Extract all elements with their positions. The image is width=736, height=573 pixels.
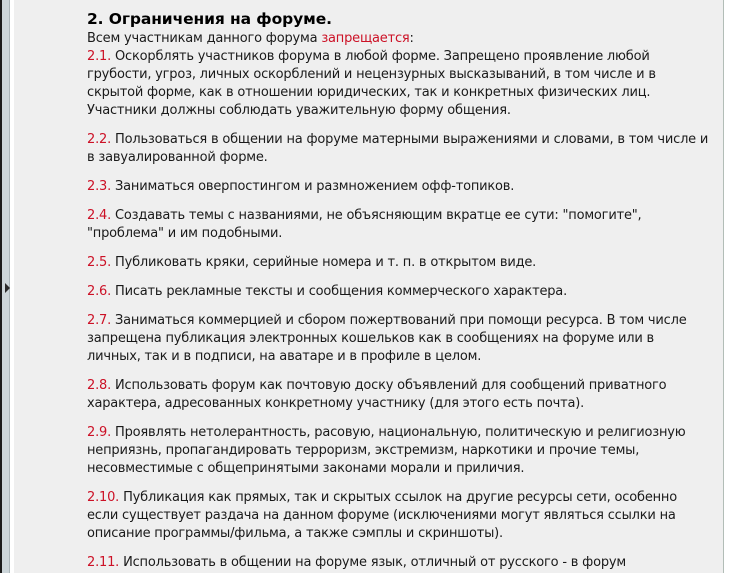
rule-number: 2.4. bbox=[87, 208, 112, 223]
rule-item bbox=[87, 489, 709, 543]
document-body bbox=[14, 0, 725, 572]
rule-number: 2.11. bbox=[87, 555, 120, 570]
rule-item bbox=[87, 48, 709, 120]
rule-number: 2.7. bbox=[87, 313, 112, 328]
rule-number: 2.2. bbox=[87, 132, 112, 147]
intro-colon: : bbox=[409, 31, 414, 46]
rule-text: Пользоваться в общении на форуме матерными выражениями и словами, в том числе и в завуалированной форме. bbox=[87, 132, 709, 165]
rule-number: 2.9. bbox=[87, 425, 112, 440]
rule-text: Заниматься оверпостингом и размножением офф-топиков. bbox=[115, 179, 515, 194]
rule-item bbox=[87, 424, 709, 478]
rule-item bbox=[87, 178, 709, 196]
rule-text: Проявлять нетолерантность, расовую, национальную, политическую и религиозную неприязнь, пропагандировать терроризм, экстремизм, наркотики и прочие темы, несовместимые с общепринятыми законами морали и приличия. bbox=[87, 425, 686, 476]
rule-number: 2.3. bbox=[87, 179, 112, 194]
rule-text: Создавать темы с названиями, не объясняющим вкратце ее сути: "помогите", "проблема" и им подобными. bbox=[87, 208, 642, 241]
intro-line bbox=[87, 30, 709, 48]
rule-text: Использовать в общении на форуме язык, отличный от русского - в форум bbox=[123, 555, 627, 570]
rule-item bbox=[87, 377, 709, 413]
rule-text: Использовать форум как почтовую доску объявлений для сообщений приватного характера, адресованных конкретному участнику (для этого есть почта). bbox=[87, 378, 667, 411]
rule-item bbox=[87, 312, 709, 366]
rule-number: 2.10. bbox=[87, 490, 120, 505]
expand-arrow-icon bbox=[5, 283, 10, 293]
rule-text: Писать рекламные тексты и сообщения коммерческого характера. bbox=[115, 284, 568, 299]
rule-number: 2.1. bbox=[87, 49, 112, 64]
rule-text: Оскорблять участников форума в любой форме. Запрещено проявление любой грубости, угроз, личных оскорблений и нецензурных высказываний, в том числе и в скрытой форме, как в отношении юридических, так и конкретных физических лиц. Участники должны соблюдать уважительную форму общения. bbox=[87, 49, 656, 118]
rule-number: 2.6. bbox=[87, 284, 112, 299]
rule-item bbox=[87, 131, 709, 167]
rule-item bbox=[87, 283, 709, 301]
rule-text: Заниматься коммерцией и сбором пожертвований при помощи ресурса. В том числе запрещена публикация электронных кошельков как в сообщениях на форуме или в личных, так и в подписи, на аватаре и в профиле в целом. bbox=[87, 313, 687, 364]
rule-number: 2.8. bbox=[87, 378, 112, 393]
intro-prefix: Всем участникам данного форума bbox=[87, 31, 322, 46]
section-heading: 2. Ограничения на форуме. bbox=[87, 10, 332, 28]
rule-number: 2.5. bbox=[87, 255, 112, 270]
expand-panel-handle[interactable] bbox=[4, 280, 12, 296]
collapsed-sidebar bbox=[2, 0, 10, 573]
rules-document[interactable] bbox=[14, 0, 724, 573]
rule-text: Публиковать кряки, серийные номера и т. п. в открытом виде. bbox=[115, 255, 537, 270]
rule-item bbox=[87, 254, 709, 272]
rule-text: Публикация как прямых, так и скрытых ссылок на другие ресурсы сети, особенно если существует раздача на данном форуме (исключениями могут являться ссылки на описание программы/фильма, а также сэмплы и скриншоты). bbox=[87, 490, 677, 541]
rule-item bbox=[87, 554, 709, 572]
intro-highlight: запрещается bbox=[321, 31, 410, 46]
rule-item bbox=[87, 207, 709, 243]
